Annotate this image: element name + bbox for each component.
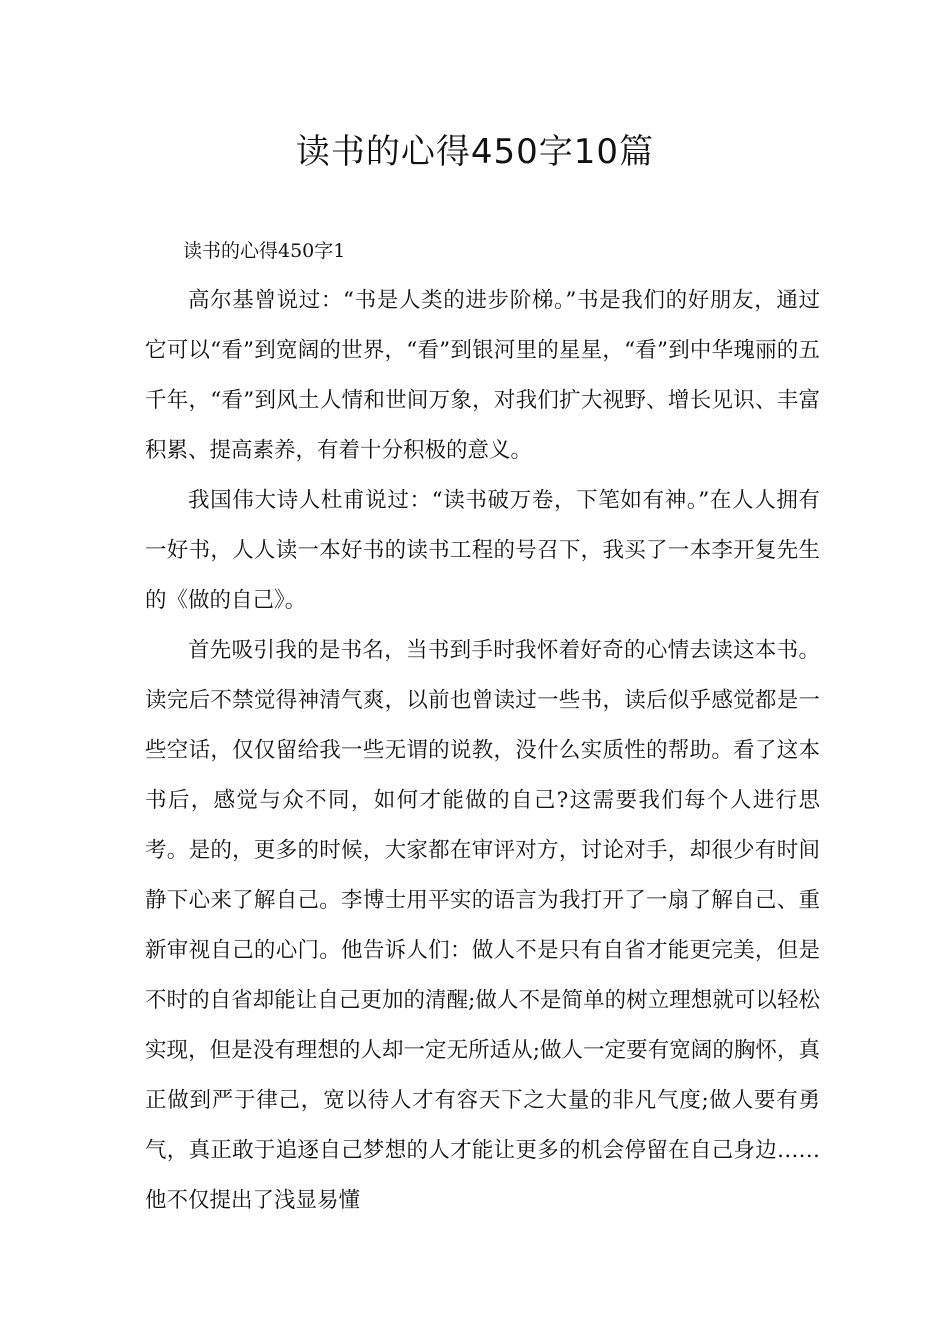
paragraph-3: 首先吸引我的是书名，当书到手时我怀着好奇的心情去读这本书。读完后不禁觉得神清气爽，以前也曾读过一些书，读后似乎感觉都是一些空话，仅仅留给我一些无谓的说教，没什么实质性的帮助。看了这本书后，感觉与众不同，如何才能做的自己?这需要我们每个人进行思考。是的，更多的时候，大家都在审评对方，讨论对手，却很少有时间静下心来了解自己。李博士用平实的语言为我打开了一扇了解自己、重新审视自己的心门。他告诉人们：做人不是只有自省才能更完美，但是不时的自省却能让自己更加的清醒;做人不是简单的树立理想就可以轻松实现，但是没有理想的人却一定无所适从;做人一定要有宽阔的胸怀，真正做到严于律己，宽以待人才有容天下之大量的非凡气度;做人要有勇气，真正敢于追逐自己梦想的人才能让更多的机会停留在自己身边……他不仅提出了浅显易懂 [145,638,820,1213]
document-body [145,226,820,1226]
paragraph-2: 我国伟大诗人杜甫说过：“读书破万卷，下笔如有神。”在人人拥有一好书，人人读一本好书的读书工程的号召下，我买了一本李开复先生的《做的自己》。 [145,488,820,613]
page-title: 读书的心得450字10篇 [295,132,655,172]
section-heading: 读书的心得450字1 [183,240,346,262]
paragraph-1: 高尔基曾说过：“书是人类的进步阶梯。”书是我们的好朋友，通过它可以“看”到宽阔的世界，“看”到银河里的星星，“看”到中华瑰丽的五千年，“看”到风土人情和世间万象，对我们扩大视野、增长见识、丰富积累、提高素养，有着十分积极的意义。 [145,288,820,463]
